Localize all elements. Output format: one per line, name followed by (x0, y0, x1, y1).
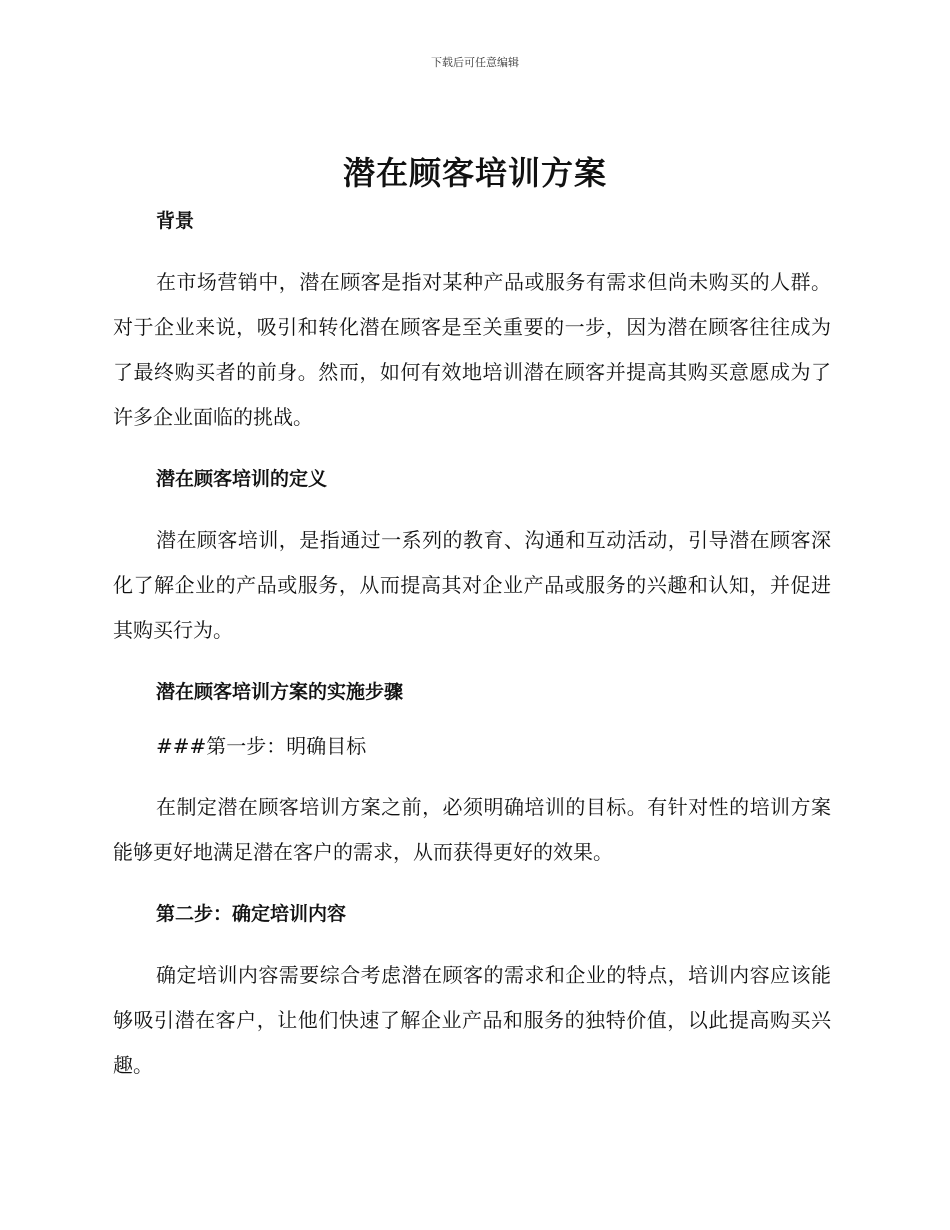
paragraph-step1: 在制定潜在顾客培训方案之前，必须明确培训的目标。有针对性的培训方案能够更好地满足潜在客户的需求，从而获得更好的效果。 (113, 795, 831, 864)
step1-heading: ###第一步：明确目标 (156, 734, 367, 758)
section-heading-background: 背景 (156, 210, 195, 232)
page-header-note: 下载后可任意编辑 (431, 56, 519, 69)
section-heading-definition: 潜在顾客培训的定义 (156, 468, 328, 490)
paragraph-background: 在市场营销中，潜在顾客是指对某种产品或服务有需求但尚未购买的人群。对于企业来说，吸引和转化潜在顾客是至关重要的一步，因为潜在顾客往往成为了最终购买者的前身。然而，如何有效地培训潜在顾客并提高其购买意愿成为了许多企业面临的挑战。 (113, 270, 831, 429)
paragraph-definition: 潜在顾客培训，是指通过一系列的教育、沟通和互动活动，引导潜在顾客深化了解企业的产品或服务，从而提高其对企业产品或服务的兴趣和认知，并促进其购买行为。 (113, 528, 831, 642)
section-heading-steps: 潜在顾客培训方案的实施步骤 (156, 681, 404, 703)
document-title: 潜在顾客培训方案 (342, 154, 607, 192)
step2-heading: 第二步：确定培训内容 (156, 903, 347, 925)
document-body (113, 206, 831, 1088)
paragraph-step2: 确定培训内容需要综合考虑潜在顾客的需求和企业的特点，培训内容应该能够吸引潜在客户，让他们快速了解企业产品和服务的独特价值，以此提高购买兴趣。 (113, 963, 831, 1077)
